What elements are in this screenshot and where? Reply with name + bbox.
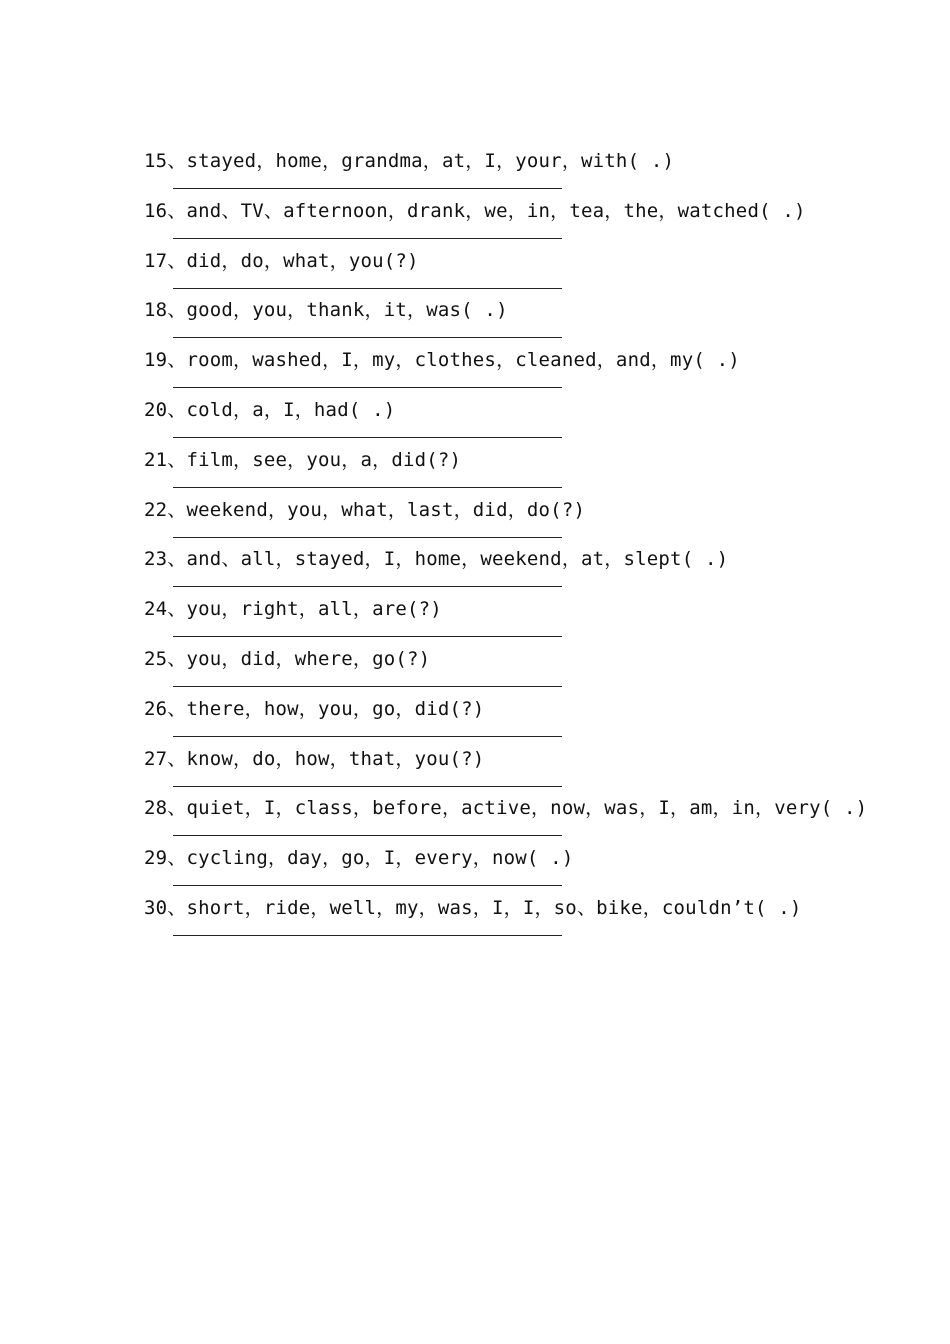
question-item	[144, 146, 924, 196]
answer-blank[interactable]	[173, 736, 562, 737]
question-item	[144, 843, 924, 893]
question-text	[144, 594, 924, 624]
question-separator: 、	[167, 647, 187, 670]
question-words: cold，a，I，had( .)	[186, 398, 396, 421]
question-list	[144, 146, 924, 943]
question-item	[144, 793, 924, 843]
question-text	[144, 694, 924, 724]
question-text	[144, 295, 924, 325]
question-text	[144, 843, 924, 873]
question-text	[144, 146, 924, 176]
question-item	[144, 246, 924, 296]
question-number: 17	[144, 249, 168, 272]
question-number: 30	[144, 896, 168, 919]
question-words: did，do，what，you(?)	[186, 249, 419, 272]
question-text	[144, 644, 924, 674]
answer-blank[interactable]	[173, 636, 562, 637]
question-number: 26	[144, 697, 168, 720]
question-number: 20	[144, 398, 168, 421]
question-separator: 、	[167, 548, 187, 571]
question-separator: 、	[167, 797, 187, 820]
question-words: weekend，you，what，last，did，do(?)	[186, 498, 586, 521]
question-item	[144, 694, 924, 744]
question-text	[144, 246, 924, 276]
question-item	[144, 544, 924, 594]
question-words: quiet，I，class，before，active，now，was，I，am，in，very( .)	[186, 797, 868, 820]
question-text	[144, 395, 924, 425]
question-item	[144, 445, 924, 495]
question-item	[144, 295, 924, 345]
question-number: 15	[144, 150, 168, 172]
question-text	[144, 544, 924, 574]
question-number: 28	[144, 797, 168, 820]
question-separator: 、	[167, 398, 187, 421]
question-number: 16	[144, 199, 168, 222]
question-separator: 、	[167, 249, 187, 272]
question-separator: 、	[167, 448, 187, 471]
question-separator: 、	[167, 498, 187, 521]
question-item	[144, 644, 924, 694]
answer-blank[interactable]	[173, 337, 562, 338]
question-item	[144, 495, 924, 545]
question-number: 19	[144, 349, 168, 372]
question-separator: 、	[167, 747, 187, 770]
question-words: and、all，stayed，I，home，weekend，at，slept( .)	[186, 548, 729, 571]
answer-blank[interactable]	[173, 437, 562, 438]
answer-blank[interactable]	[173, 537, 562, 538]
question-text	[144, 793, 924, 823]
question-words: good，you，thank，it，was( .)	[186, 299, 508, 322]
question-item	[144, 345, 924, 395]
question-number: 27	[144, 747, 168, 770]
question-number: 21	[144, 448, 168, 471]
answer-blank[interactable]	[173, 885, 562, 886]
question-words: room，washed，I，my，clothes，cleaned，and，my( .)	[186, 349, 740, 372]
question-separator: 、	[167, 199, 187, 222]
question-item	[144, 893, 924, 943]
question-text	[144, 196, 924, 226]
question-words: there，how，you，go，did(?)	[186, 697, 485, 720]
question-text	[144, 345, 924, 375]
question-text	[144, 744, 924, 774]
answer-blank[interactable]	[173, 935, 562, 936]
question-item	[144, 744, 924, 794]
question-words: stayed，home，grandma，at，I，your，with( .)	[186, 150, 675, 172]
question-number: 18	[144, 299, 168, 322]
question-words: you，did，where，go(?)	[186, 647, 431, 670]
question-text	[144, 893, 924, 923]
question-number: 29	[144, 847, 168, 870]
question-number: 23	[144, 548, 168, 571]
answer-blank[interactable]	[173, 188, 562, 189]
question-words: cycling，day，go，I，every，now( .)	[186, 847, 574, 870]
question-words: know，do，how，that，you(?)	[186, 747, 485, 770]
question-number: 22	[144, 498, 168, 521]
question-item	[144, 395, 924, 445]
question-item	[144, 594, 924, 644]
answer-blank[interactable]	[173, 686, 562, 687]
answer-blank[interactable]	[173, 387, 562, 388]
question-separator: 、	[167, 299, 187, 322]
question-words: and、TV、afternoon，drank，we，in，tea，the，watched( .)	[186, 199, 806, 222]
question-words: you，right，all，are(?)	[186, 598, 442, 621]
answer-blank[interactable]	[173, 586, 562, 587]
question-words: film，see，you，a，did(?)	[186, 448, 462, 471]
answer-blank[interactable]	[173, 786, 562, 787]
question-separator: 、	[167, 349, 187, 372]
answer-blank[interactable]	[173, 288, 562, 289]
question-separator: 、	[167, 847, 187, 870]
question-item	[144, 196, 924, 246]
answer-blank[interactable]	[173, 487, 562, 488]
question-number: 24	[144, 598, 168, 621]
question-text	[144, 445, 924, 475]
question-separator: 、	[167, 150, 187, 172]
question-separator: 、	[167, 598, 187, 621]
question-separator: 、	[167, 697, 187, 720]
question-number: 25	[144, 647, 168, 670]
answer-blank[interactable]	[173, 238, 562, 239]
question-words: short，ride，well，my，was，I，I，so、bike，couldn’t( .)	[186, 896, 802, 919]
question-text	[144, 495, 924, 525]
question-separator: 、	[167, 896, 187, 919]
answer-blank[interactable]	[173, 835, 562, 836]
